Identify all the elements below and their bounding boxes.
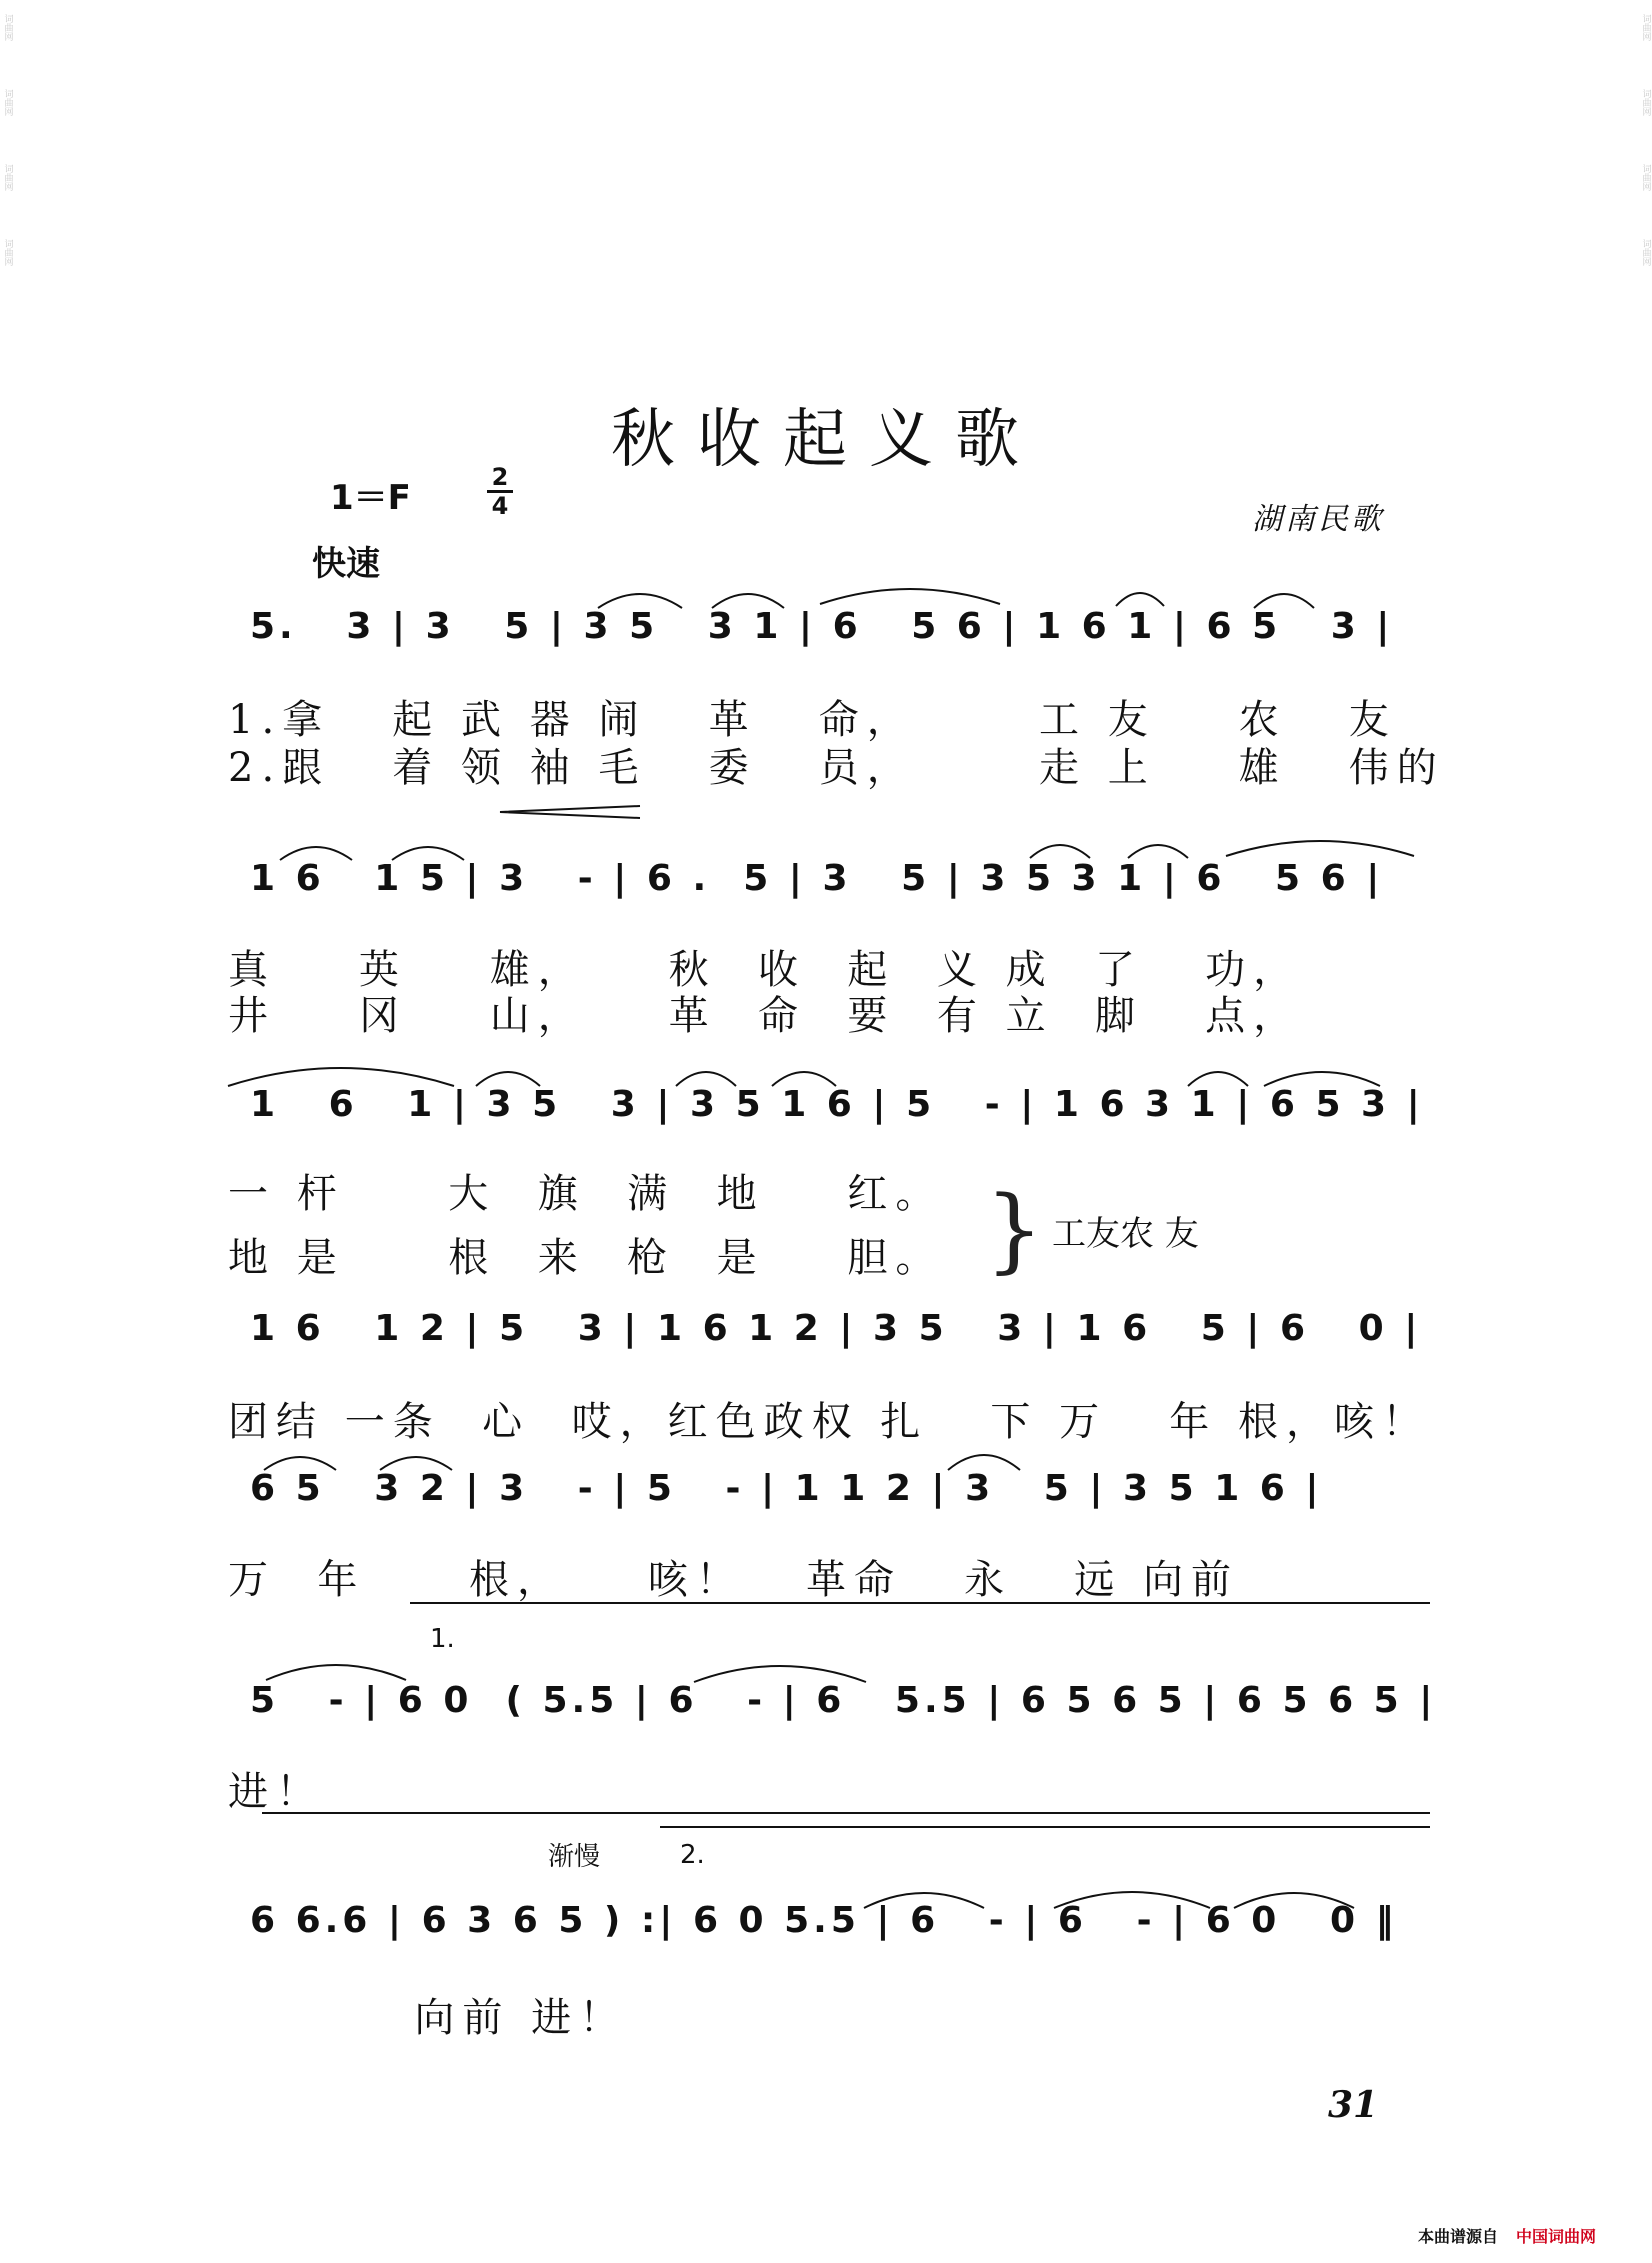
repeat-divider [262, 1812, 1430, 1814]
footer-site-name: 中国词曲网 [1516, 2227, 1597, 2246]
crescendo-hairpin [500, 806, 640, 818]
lyric-row-4: 团结 一条 心 哎，红色政权 扎 下 万 年 根，咳！ [228, 1399, 1431, 1445]
lyric-row-3-verse-2: 地 是 根 来 枪 是 胆。 [228, 1235, 944, 1281]
page-number: 31 [1328, 2084, 1379, 2126]
ritardando-mark: 渐慢 [548, 1842, 601, 1872]
time-signature [487, 464, 513, 519]
notation-row-6: 5 - | 6 0 ( 5.5 | 6 - | 6 5.5 | 6 5 6 5 | 6 5 6 5 | [250, 1680, 1437, 1721]
second-ending-bracket [660, 1826, 1430, 1828]
tempo-marking: 快速 [312, 544, 380, 584]
song-origin: 湖南民歌 [1252, 502, 1384, 537]
verse-brace: } [985, 1176, 1044, 1283]
left-watermark-strip: 词曲网 词曲网 词曲网 词曲网 [2, 14, 13, 266]
lyric-row-2-verse-2: 井 冈 山， 革 命 要 有 立 脚 点， [228, 993, 1302, 1039]
key-signature: 1＝F [330, 478, 411, 518]
meter-bottom: 4 [487, 490, 513, 519]
slur-3 [820, 589, 1000, 604]
notation-row-7: 6 6.6 | 6 3 6 5 ) :| 6 0 5.5 | 6 - | 6 - | 6 0 0 ‖ [250, 1900, 1398, 1941]
footer-source [1418, 2224, 1596, 2247]
lyric-row-2-verse-1: 真 英 雄， 秋 收 起 义 成 了 功， [228, 947, 1302, 993]
slur-8 [1030, 845, 1090, 858]
notation-row-4: 1 6 1 2 | 5 3 | 1 6 1 2 | 3 5 3 | 1 6 5 | 6 0 | [250, 1308, 1422, 1349]
notation-row-2: 1 6 1 5 | 3 - | 6 . 5 | 3 5 | 3 5 3 1 | 6 5 6 | [250, 858, 1384, 899]
notation-row-5: 6 5 3 2 | 3 - | 5 - | 1 1 2 | 3 5 | 3 5 1 6 | [250, 1468, 1323, 1509]
right-watermark-strip: 词曲网 词曲网 词曲网 词曲网 [1640, 14, 1651, 266]
lyric-row-7: 向前 进！ [228, 1995, 628, 2041]
meter-top: 2 [491, 463, 509, 491]
lyric-row-6: 进！ [228, 1769, 324, 1815]
notation-row-1: 5. 3 | 3 5 | 3 5 3 1 | 6 5 6 | 1 6 1 | 6 5 3 | [250, 606, 1394, 647]
slur-4 [1116, 593, 1164, 606]
footer-source-label: 本曲谱源自 [1418, 2227, 1499, 2246]
first-ending-bracket [410, 1602, 1430, 1604]
slur-10 [1226, 841, 1414, 856]
refrain-lyric: 工友农 友 [1052, 1214, 1199, 1254]
notation-row-3: 1 6 1 | 3 5 3 | 3 5 1 6 | 5 - | 1 6 3 1 | 6 5 3 | [250, 1084, 1424, 1125]
song-title: 秋收起义歌 [611, 403, 1041, 477]
lyric-row-1-verse-2: 2.跟 着 领 袖 毛 委 员， 走 上 雄 伟的 [228, 745, 1445, 791]
lyric-row-3-verse-1: 一 杆 大 旗 满 地 红。 [228, 1171, 944, 1217]
lyric-row-5: 万 年 根， 咳！ 革命 永 远 向前 [228, 1557, 1240, 1603]
lyric-row-1-verse-1: 1.拿 起 武 器 闹 革 命， 工 友 农 友 [228, 697, 1397, 743]
first-ending-label: 1. [430, 1624, 455, 1654]
slur-20 [266, 1665, 406, 1680]
second-ending-label: 2. [680, 1840, 705, 1870]
slur-9 [1128, 845, 1188, 858]
